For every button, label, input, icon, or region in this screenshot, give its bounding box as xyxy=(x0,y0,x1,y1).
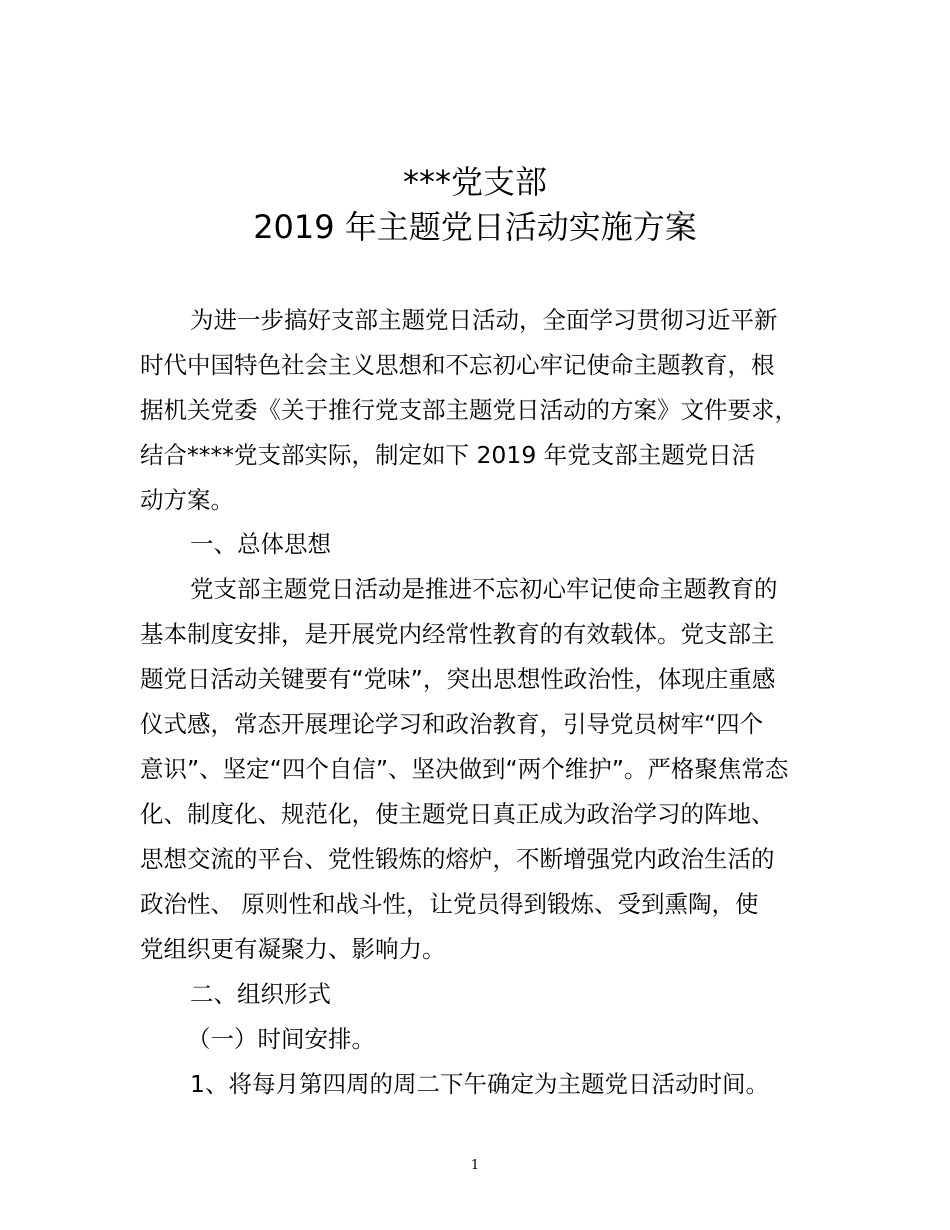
paragraph-line: 思想交流的平台、党性锻炼的熔炉，不断增强党内政治生活的 xyxy=(140,845,775,873)
paragraph-line: 基本制度安排，是开展党内经常性教育的有效载体。党支部主 xyxy=(140,620,775,648)
paragraph-line: 据机关党委《关于推行党支部主题党日活动的方案》文件要求， xyxy=(140,396,798,424)
paragraph-line: 仪式感，常态开展理论学习和政治教育，引导党员树牢“四个 xyxy=(140,710,764,738)
paragraph-line: 题党日活动关键要有“党味”，突出思想性政治性，体现庄重感 xyxy=(140,665,776,693)
paragraph-line: 化、制度化、规范化，使主题党日真正成为政治学习的阵地、 xyxy=(140,800,775,828)
section1-paragraph xyxy=(140,567,840,972)
subsection-heading-time-arrangement: （一）时间安排。 xyxy=(187,1025,375,1053)
paragraph-line: 党支部主题党日活动是推进不忘初心牢记使命主题教育的 xyxy=(190,575,778,603)
paragraph-line: 意识”、坚定“四个自信”、坚决做到“两个维护”。严格聚焦常态 xyxy=(140,755,789,783)
paragraph-line: 为进一步搞好支部主题党日活动，全面学习贯彻习近平新 xyxy=(190,306,778,334)
paragraph-line: 党组织更有凝聚力、影响力。 xyxy=(140,935,446,963)
paragraph-line: 政治性、 原则性和战斗性，让党员得到锻炼、受到熏陶，使 xyxy=(140,890,759,918)
list-item: 1、将每月第四周的周二下午确定为主题党日活动时间。 xyxy=(190,1070,769,1098)
paragraph-line: 动方案。 xyxy=(140,486,234,514)
page-number: 1 xyxy=(470,1158,480,1173)
intro-paragraph xyxy=(140,298,840,523)
paragraph-line: 结合****党支部实际，制定如下 2019 年党支部主题党日活 xyxy=(140,441,756,469)
section-heading-organization-form: 二、组织形式 xyxy=(190,980,331,1008)
section-heading-overall-thinking: 一、总体思想 xyxy=(190,530,331,558)
document-title-line1: ***党支部 xyxy=(402,163,547,201)
paragraph-line: 时代中国特色社会主义思想和不忘初心牢记使命主题教育，根 xyxy=(140,351,775,379)
document-title-line2: 2019 年主题党日活动实施方案 xyxy=(253,208,697,246)
